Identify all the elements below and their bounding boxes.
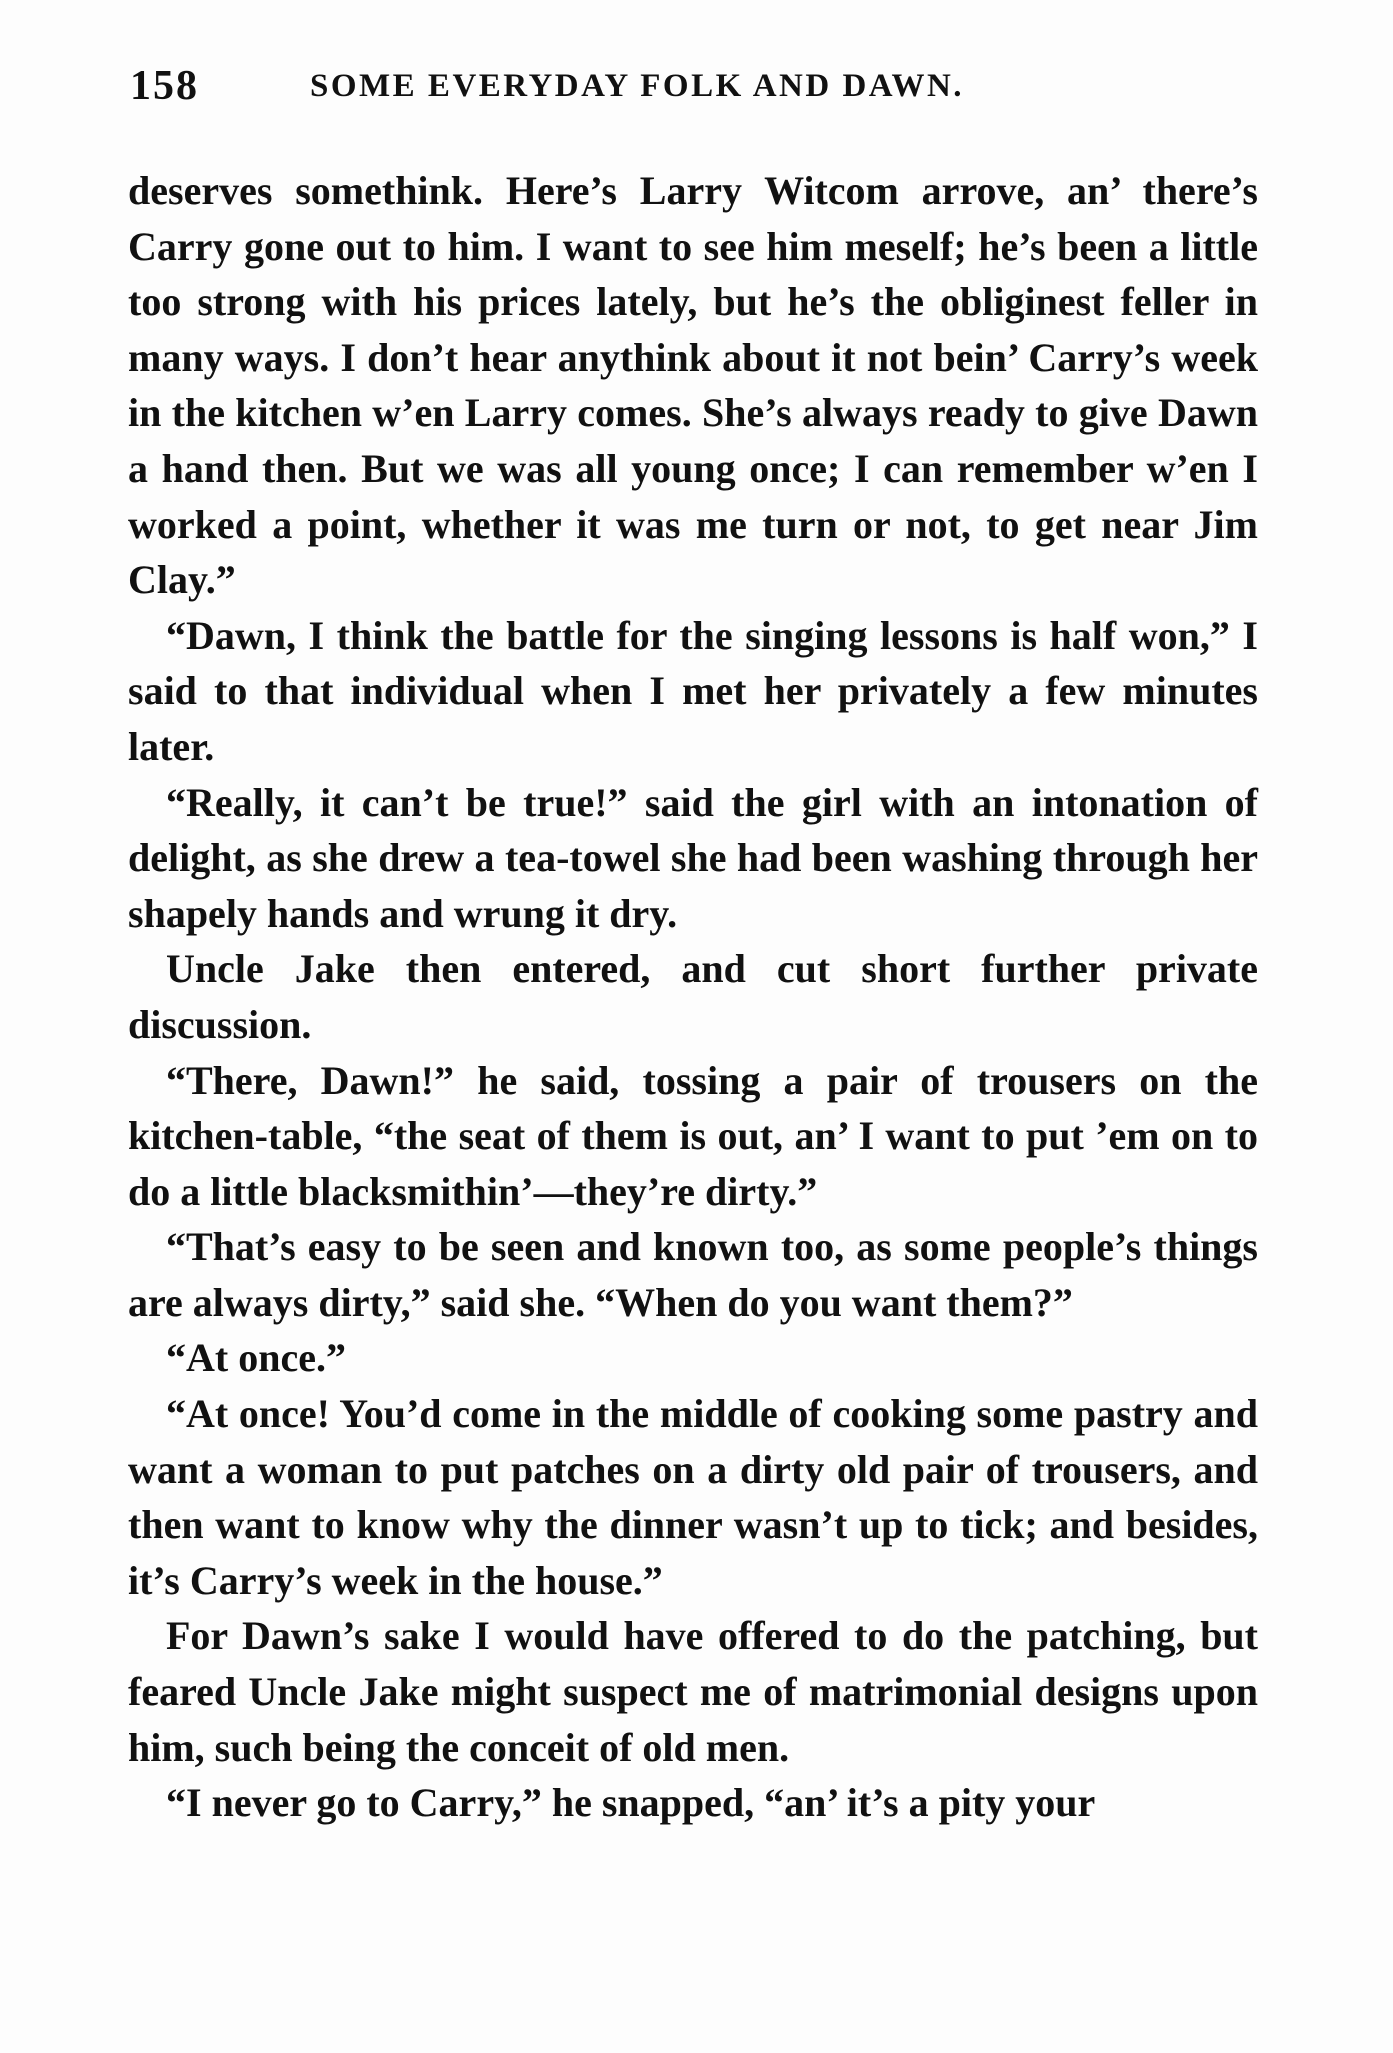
paragraph: “At once.”	[166, 1335, 346, 1381]
running-title: SOME EVERYDAY FOLK AND DAWN.	[310, 68, 965, 104]
paragraph: “I never go to Carry,” he snapped, “an’ it’s a pity your	[166, 1780, 1096, 1826]
body-text	[128, 163, 1258, 1831]
paragraph: For Dawn’s sake I would have offered to do the patching, but feared Uncle Jake might suspect me of matrimonial designs upon him, such being the conceit of old men.	[128, 1613, 1258, 1770]
paragraph: “Dawn, I think the battle for the singing lessons is half won,” I said to that individual when I met her privately a few minutes later.	[128, 612, 1258, 769]
paragraph: Uncle Jake then entered, and cut short further private discussion.	[128, 946, 1258, 1047]
paragraph: “Really, it can’t be true!” said the girl with an intonation of delight, as she drew a tea-towel she had been washing through her shapely hands and wrung it dry.	[128, 779, 1258, 936]
page-number: 158	[130, 63, 199, 109]
paragraph: “At once! You’d come in the middle of cooking some pastry and want a woman to put patches on a dirty old pair of trousers, and then want to know why the dinner wasn’t up to tick; and besides, it’s Carry’s week in the house.”	[128, 1391, 1258, 1603]
page-header	[130, 62, 1223, 122]
paragraph: “That’s easy to be seen and known too, as some people’s things are always dirty,” said she. “When do you want them?”	[128, 1224, 1258, 1325]
paragraph: deserves somethink. Here’s Larry Witcom arrove, an’ there’s Carry gone out to him. I want to see him meself; he’s been a little too strong with his prices lately, but he’s the obliginest feller in many ways. I don’t hear anythink about it not bein’ Carry’s week in the kitchen w’en Larry comes. She’s always ready to give Dawn a hand then. But we was all young once; I can remember w’en I worked a point, whether it was me turn or not, to get near Jim Clay.”	[128, 168, 1258, 603]
paragraph: “There, Dawn!” he said, tossing a pair of trousers on the kitchen-table, “the seat of them is out, an’ I want to put ’em on to do a little blacksmithin’—they’re dirty.”	[128, 1057, 1258, 1214]
